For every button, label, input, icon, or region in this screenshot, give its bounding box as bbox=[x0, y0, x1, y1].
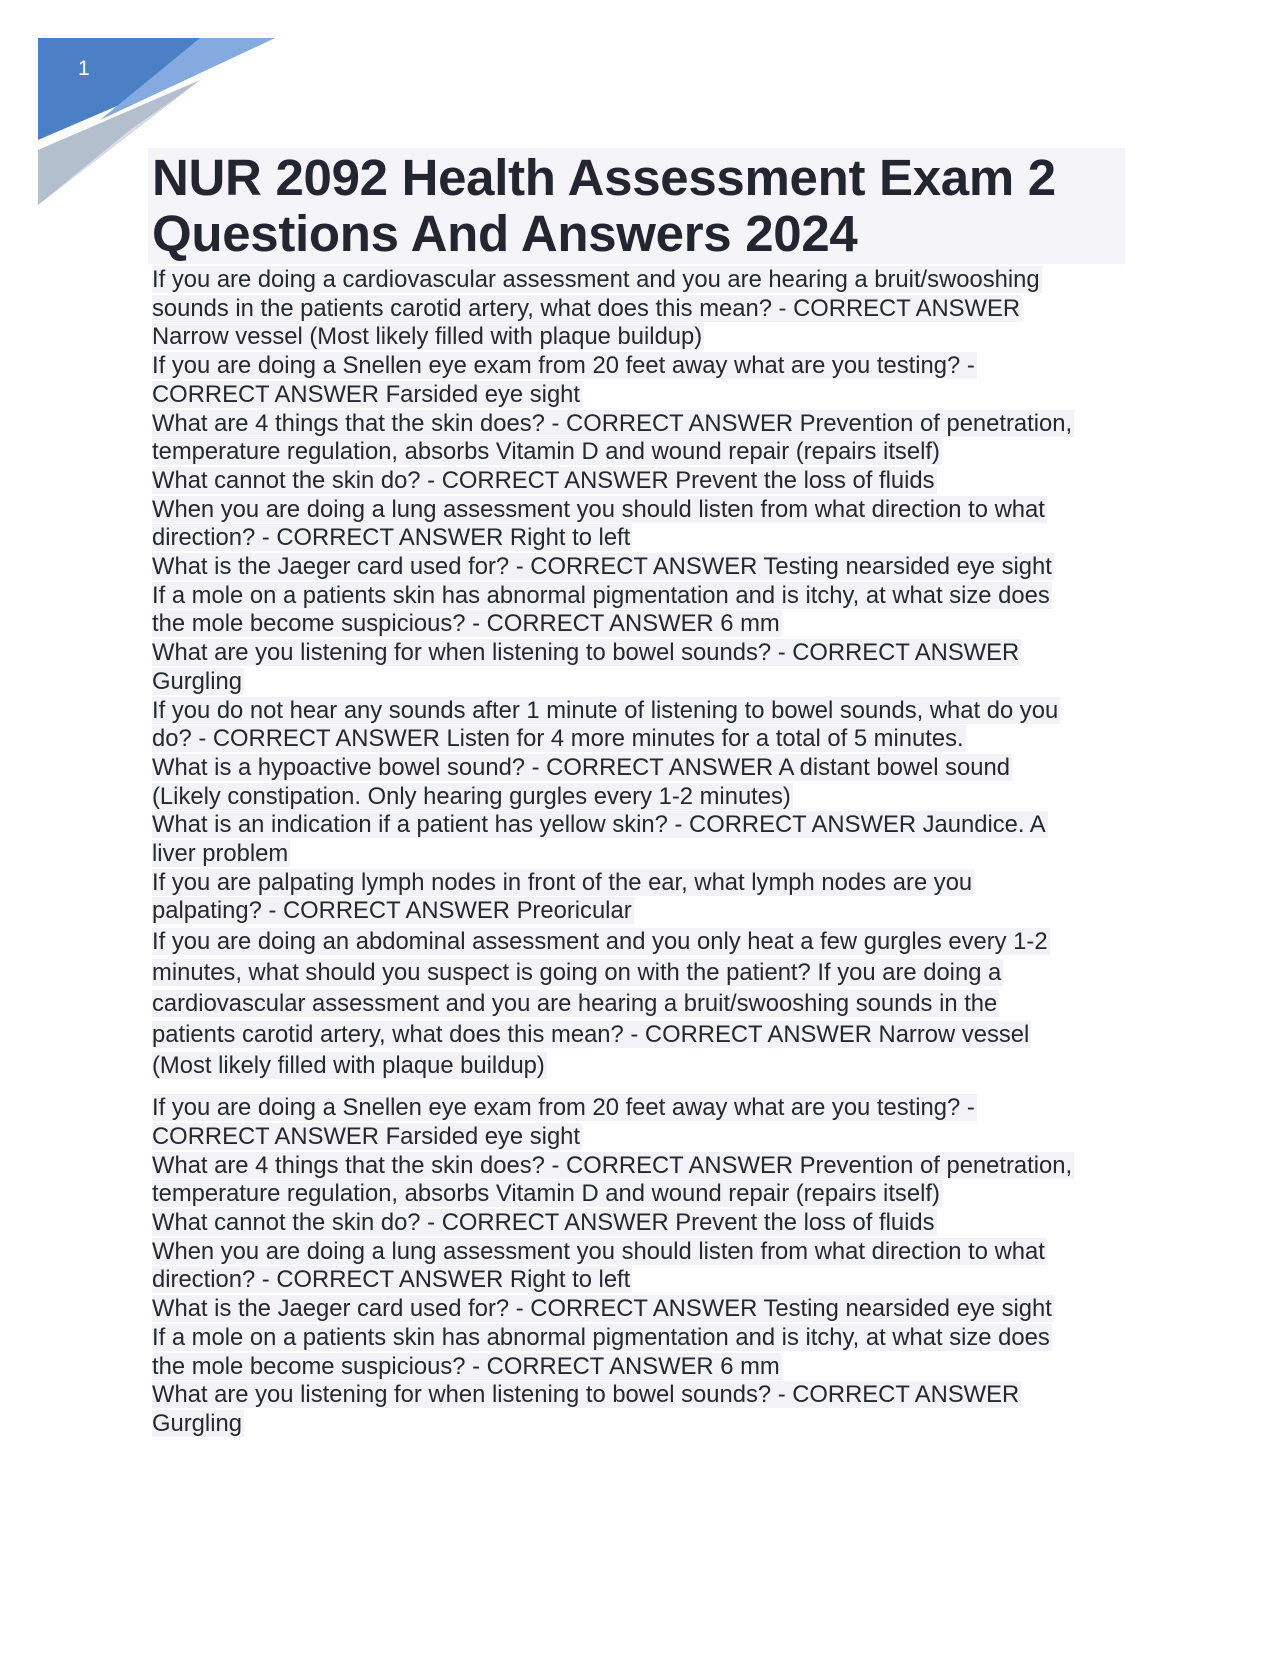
qa-block-3 bbox=[152, 1094, 1137, 1438]
qa-block-1 bbox=[152, 266, 1137, 926]
qa-line: What are you listening for when listening to bowel sounds? - CORRECT ANSWER bbox=[152, 639, 1020, 667]
qa-line: What are you listening for when listening to bowel sounds? - CORRECT ANSWER bbox=[152, 1381, 1020, 1409]
qa-block-2 bbox=[152, 926, 1137, 1081]
qa-line: If you are doing an abdominal assessment and you only heat a few gurgles every 1-2 bbox=[152, 928, 1048, 956]
qa-line: Gurgling bbox=[152, 1409, 242, 1437]
qa-line: What cannot the skin do? - CORRECT ANSWER Prevent the loss of fluids bbox=[152, 466, 935, 494]
title-line-2: Questions And Answers 2024 bbox=[152, 205, 858, 262]
qa-line: If a mole on a patients skin has abnormal pigmentation and is itchy, at what size does bbox=[152, 581, 1050, 609]
qa-line: minutes, what should you suspect is going on with the patient? If you are doing a bbox=[152, 959, 1002, 987]
qa-line: What is a hypoactive bowel sound? - CORRECT ANSWER A distant bowel sound bbox=[152, 753, 1010, 781]
qa-line: direction? - CORRECT ANSWER Right to left bbox=[152, 1266, 631, 1294]
qa-line: If you are palpating lymph nodes in front of the ear, what lymph nodes are you bbox=[152, 868, 973, 896]
page-number: 1 bbox=[78, 57, 90, 80]
qa-line: do? - CORRECT ANSWER Listen for 4 more minutes for a total of 5 minutes. bbox=[152, 725, 964, 753]
document-title bbox=[152, 150, 1056, 262]
qa-line: What are 4 things that the skin does? - CORRECT ANSWER Prevention of penetration, bbox=[152, 1151, 1073, 1179]
qa-line: CORRECT ANSWER Farsided eye sight bbox=[152, 380, 581, 408]
qa-line: (Most likely filled with plaque buildup) bbox=[152, 1052, 545, 1080]
qa-line: cardiovascular assessment and you are hearing a bruit/swooshing sounds in the bbox=[152, 990, 998, 1018]
qa-line: What is the Jaeger card used for? - CORRECT ANSWER Testing nearsided eye sight bbox=[152, 1295, 1052, 1323]
qa-line: CORRECT ANSWER Farsided eye sight bbox=[152, 1122, 581, 1150]
qa-content bbox=[152, 266, 1137, 1439]
qa-line: When you are doing a lung assessment you should listen from what direction to what bbox=[152, 495, 1045, 523]
qa-line: temperature regulation, absorbs Vitamin D and wound repair (repairs itself) bbox=[152, 438, 940, 466]
qa-line: Narrow vessel (Most likely filled with plaque buildup) bbox=[152, 323, 703, 351]
qa-line: If you are doing a Snellen eye exam from 20 feet away what are you testing? - bbox=[152, 352, 975, 380]
qa-line: What is the Jaeger card used for? - CORRECT ANSWER Testing nearsided eye sight bbox=[152, 553, 1052, 581]
title-line-1: NUR 2092 Health Assessment Exam 2 bbox=[152, 149, 1056, 206]
qa-line: Gurgling bbox=[152, 667, 242, 695]
qa-line: the mole become suspicious? - CORRECT ANSWER 6 mm bbox=[152, 1352, 780, 1380]
qa-line: sounds in the patients carotid artery, what does this mean? - CORRECT ANSWER bbox=[152, 294, 1021, 322]
qa-line: (Likely constipation. Only hearing gurgles every 1-2 minutes) bbox=[152, 782, 791, 810]
qa-line: palpating? - CORRECT ANSWER Preoricular bbox=[152, 897, 632, 925]
qa-line: temperature regulation, absorbs Vitamin D and wound repair (repairs itself) bbox=[152, 1180, 940, 1208]
qa-line: liver problem bbox=[152, 840, 289, 868]
qa-line: What cannot the skin do? - CORRECT ANSWER Prevent the loss of fluids bbox=[152, 1208, 935, 1236]
qa-line: patients carotid artery, what does this mean? - CORRECT ANSWER Narrow vessel bbox=[152, 1021, 1030, 1049]
qa-line: If you are doing a Snellen eye exam from 20 feet away what are you testing? - bbox=[152, 1094, 975, 1122]
qa-line: the mole become suspicious? - CORRECT ANSWER 6 mm bbox=[152, 610, 780, 638]
qa-line: What are 4 things that the skin does? - CORRECT ANSWER Prevention of penetration, bbox=[152, 409, 1073, 437]
qa-line: If you are doing a cardiovascular assessment and you are hearing a bruit/swooshing bbox=[152, 266, 1040, 293]
qa-line: When you are doing a lung assessment you should listen from what direction to what bbox=[152, 1237, 1045, 1265]
qa-line: What is an indication if a patient has yellow skin? - CORRECT ANSWER Jaundice. A bbox=[152, 811, 1046, 839]
qa-line: If a mole on a patients skin has abnormal pigmentation and is itchy, at what size does bbox=[152, 1323, 1050, 1351]
qa-line: direction? - CORRECT ANSWER Right to left bbox=[152, 524, 631, 552]
qa-line: If you do not hear any sounds after 1 minute of listening to bowel sounds, what do you bbox=[152, 696, 1059, 724]
